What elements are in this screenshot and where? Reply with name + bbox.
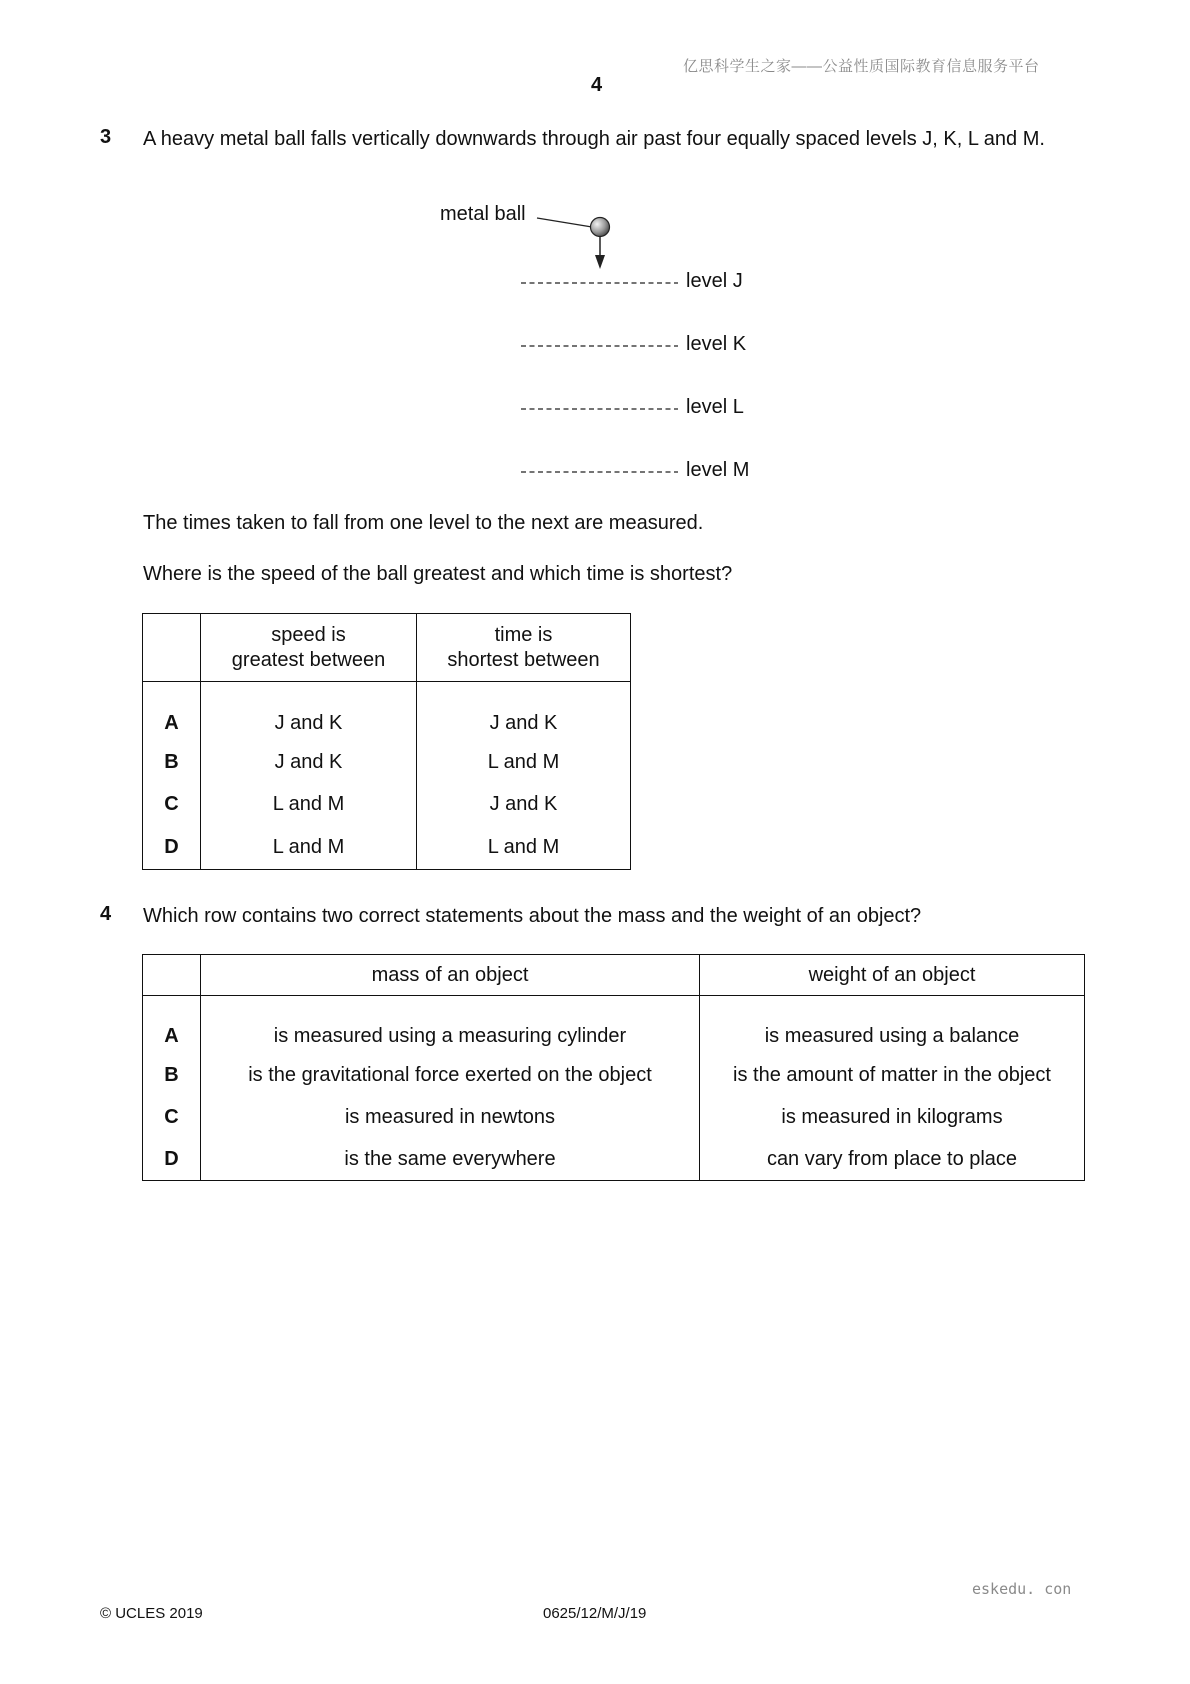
header-time-line-1: time is <box>494 623 553 646</box>
time-cell: L and M <box>487 835 560 858</box>
question-3-paragraph-1: The times taken to fall from one level to the next are measured. <box>143 512 704 534</box>
footer-copyright: © UCLES 2019 <box>100 1605 203 1622</box>
page-number: 4 <box>591 74 603 96</box>
question-3-answer-table <box>142 613 631 870</box>
speed-cell: J and K <box>201 682 417 742</box>
table-row <box>143 1138 1085 1181</box>
header-weight: weight of an object <box>700 955 1085 996</box>
footer-watermark: eskedu. con <box>972 1580 1072 1598</box>
header-time-line-2: shortest between <box>447 648 600 671</box>
speed-cell: L and M <box>201 783 417 825</box>
option-letter: B <box>143 1054 201 1096</box>
mass-cell: is measured using a measuring cylinder <box>201 996 700 1055</box>
table-header-row <box>143 955 1085 996</box>
mass-cell: is measured in newtons <box>201 1096 700 1138</box>
speed-cell: L and M <box>201 825 417 870</box>
header-speed-line-1: speed is <box>271 623 346 646</box>
weight-cell: is measured using a balance <box>764 1025 1020 1047</box>
header-speed <box>201 614 417 682</box>
table-row <box>143 996 1085 1055</box>
table-header-row <box>143 614 631 682</box>
option-letter: C <box>143 783 201 825</box>
header-time <box>417 614 631 682</box>
option-letter: A <box>143 682 201 742</box>
header-empty-cell <box>143 955 201 996</box>
time-cell: J and K <box>489 712 558 734</box>
header-mass: mass of an object <box>201 955 700 996</box>
speed-cell: J and K <box>201 741 417 783</box>
question-4-number: 4 <box>100 903 112 925</box>
watermark-banner: 亿思科学生之家——公益性质国际教育信息服务平台 <box>683 58 1040 75</box>
question-3-text: A heavy metal ball falls vertically downwards through air past four equally spaced levels J, K, L and M. <box>143 128 1045 150</box>
table-row <box>143 825 631 870</box>
question-4-answer-table <box>142 954 1085 1181</box>
level-m-label: level M <box>686 459 750 481</box>
weight-cell: is the amount of matter in the object <box>733 1063 1051 1086</box>
header-speed-line-2: greatest between <box>231 648 386 671</box>
table-row <box>143 1096 1085 1138</box>
metal-ball-label: metal ball <box>440 203 526 225</box>
question-3-number: 3 <box>100 126 112 148</box>
table-row <box>143 1054 1085 1096</box>
option-letter: C <box>143 1096 201 1138</box>
table-row <box>143 741 631 783</box>
level-j-label: level J <box>686 270 743 292</box>
question-4-text: Which row contains two correct statements about the mass and the weight of an object? <box>143 905 922 927</box>
level-l-label: level L <box>686 396 744 418</box>
weight-cell: is measured in kilograms <box>781 1105 1003 1128</box>
weight-cell: can vary from place to place <box>766 1147 1018 1170</box>
falling-ball-diagram <box>430 195 790 495</box>
down-arrow-head <box>595 255 605 269</box>
level-k-label: level K <box>686 333 747 355</box>
option-letter: D <box>143 1138 201 1181</box>
mass-cell: is the gravitational force exerted on the object <box>201 1054 700 1096</box>
table-row <box>143 682 631 742</box>
option-letter: D <box>143 825 201 870</box>
mass-cell: is the same everywhere <box>201 1138 700 1181</box>
label-leader-line <box>537 218 592 227</box>
option-letter: A <box>143 996 201 1055</box>
footer-paper-code: 0625/12/M/J/19 <box>543 1605 647 1622</box>
option-letter: B <box>143 741 201 783</box>
table-row <box>143 783 631 825</box>
metal-ball <box>591 218 610 237</box>
time-cell: J and K <box>489 792 558 815</box>
header-empty-cell <box>143 614 201 682</box>
question-3-paragraph-2: Where is the speed of the ball greatest and which time is shortest? <box>143 563 733 585</box>
time-cell: L and M <box>487 750 560 773</box>
